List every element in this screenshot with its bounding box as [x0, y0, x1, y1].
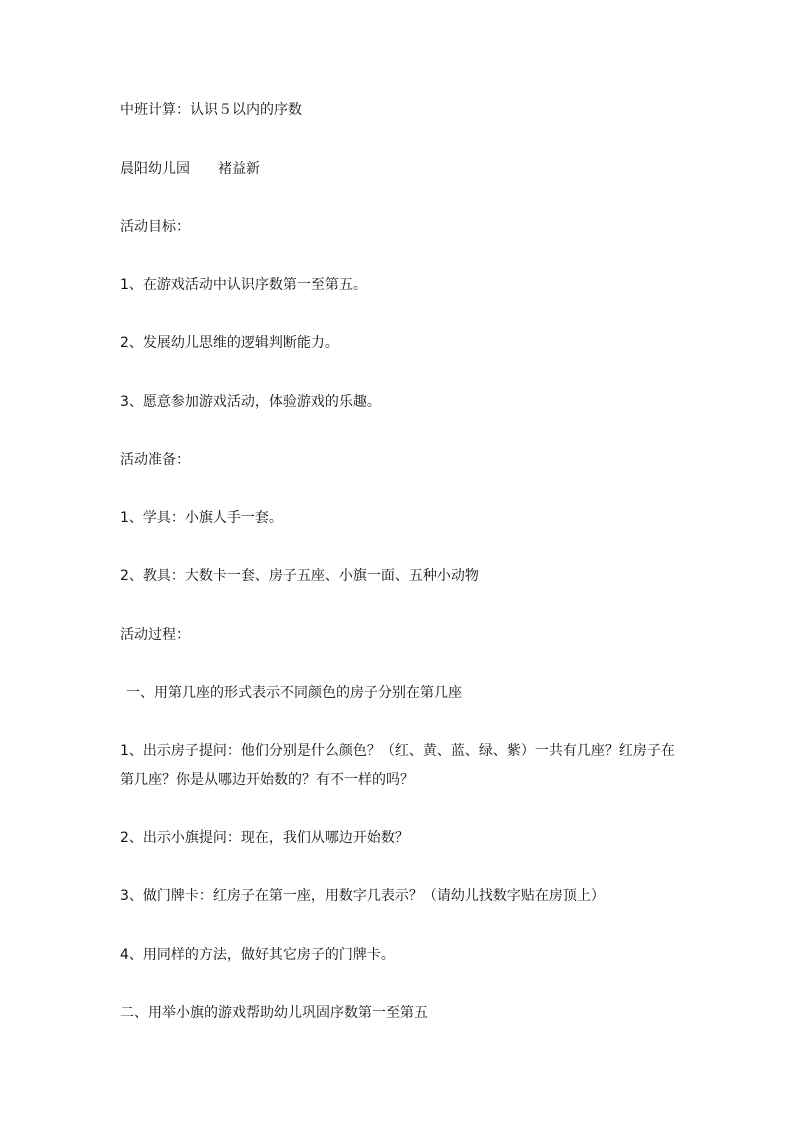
- part1-heading: 一、用第几座的形式表示不同颜色的房子分别在第几座: [126, 685, 462, 701]
- goal-item: 1、在游戏活动中认识序数第一至第五。: [120, 277, 367, 293]
- prep-heading: 活动准备：: [120, 452, 190, 468]
- part1-step: 1、出示房子提问：他们分别是什么颜色？（红、黄、蓝、绿、紫）一共有几座？红房子在第几座？你是从哪边开始数的？有不一样的吗？: [120, 743, 675, 788]
- goals-heading: 活动目标：: [120, 219, 190, 235]
- author-line: [120, 159, 680, 179]
- author-name: 褚益新: [218, 161, 260, 177]
- school-name: 晨阳幼儿园: [120, 161, 190, 177]
- part2-heading: 二、用举小旗的游戏帮助幼儿巩固序数第一至第五: [120, 1005, 428, 1021]
- part1-step: 4、用同样的方法，做好其它房子的门牌卡。: [120, 947, 395, 963]
- goal-item: 3、愿意参加游戏活动，体验游戏的乐趣。: [120, 394, 381, 410]
- process-heading: 活动过程：: [120, 627, 190, 643]
- prep-item: 1、学具：小旗人手一套。: [120, 510, 283, 526]
- prep-item: 2、教具：大数卡一套、房子五座、小旗一面、五种小动物: [120, 568, 479, 584]
- document-title: 中班计算：认识５以内的序数: [120, 102, 302, 118]
- part1-step: 2、出示小旗提问：现在，我们从哪边开始数？: [120, 830, 409, 846]
- goal-item: 2、发展幼儿思维的逻辑判断能力。: [120, 335, 339, 351]
- part1-step: 3、做门牌卡：红房子在第一座，用数字几表示？（请幼儿找数字贴在房顶上）: [120, 888, 605, 904]
